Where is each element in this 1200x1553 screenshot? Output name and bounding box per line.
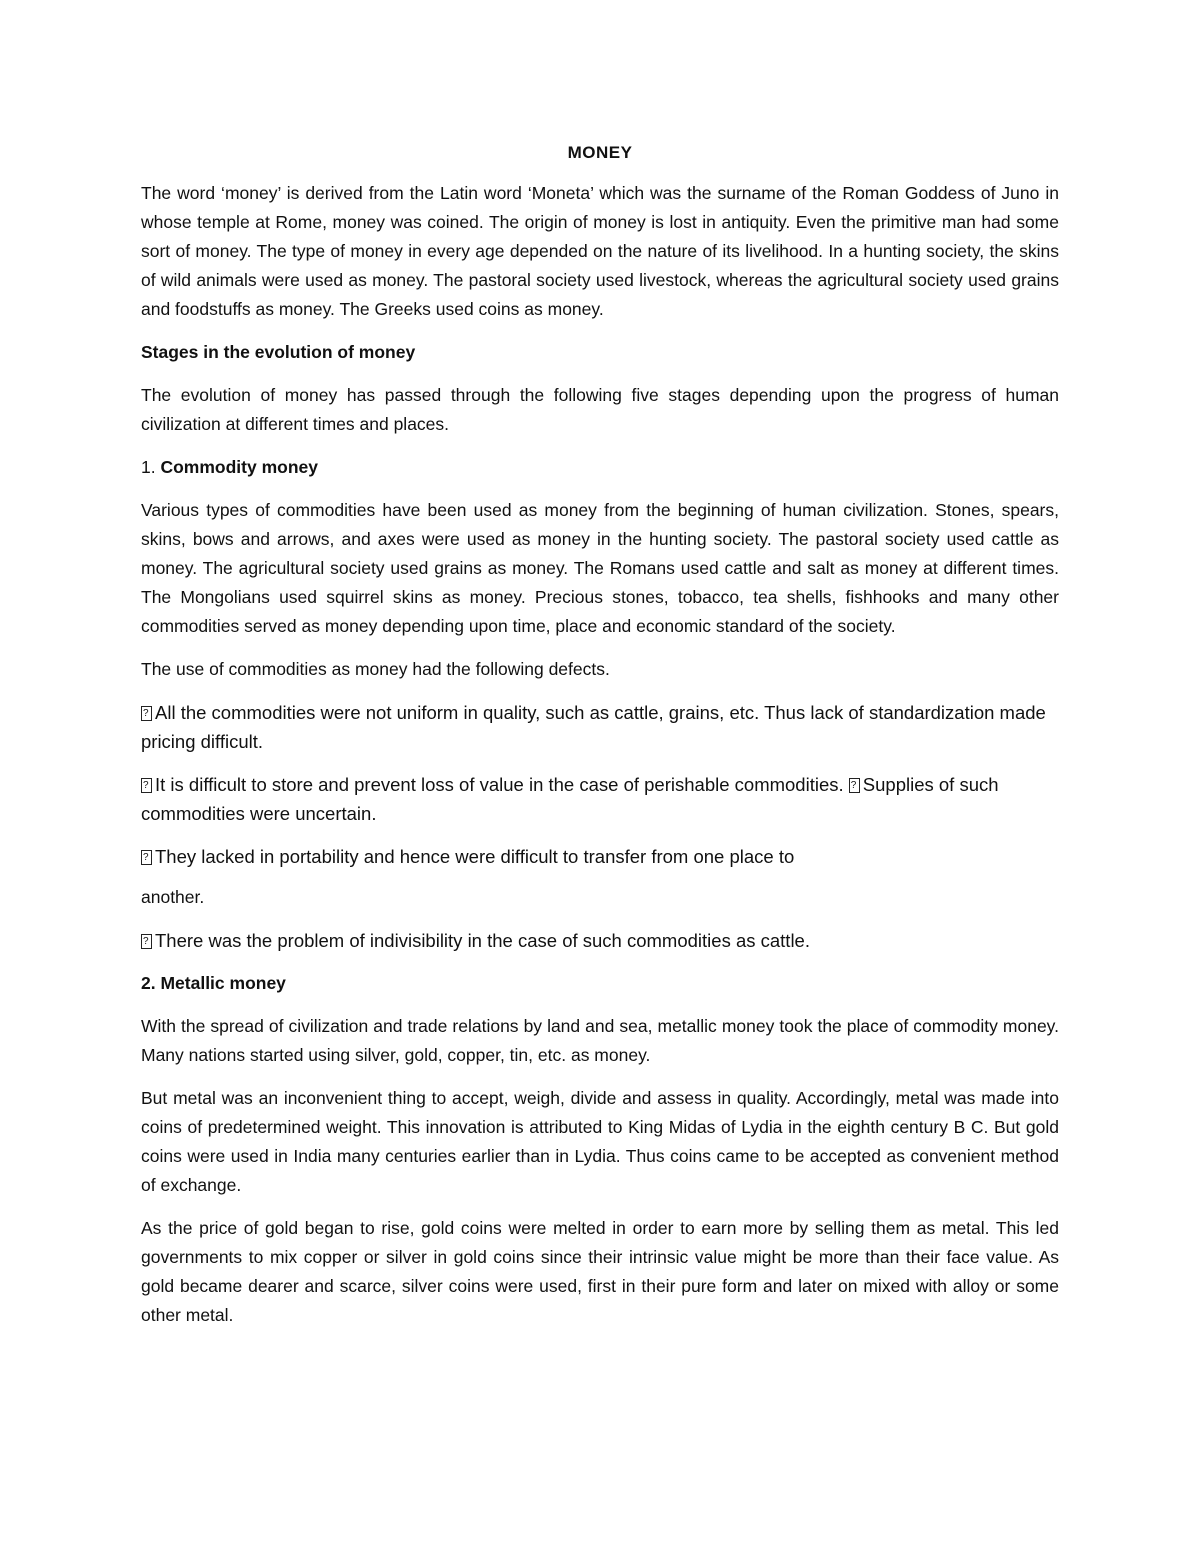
document-page xyxy=(141,138,1059,1344)
stages-heading: Stages in the evolution of money xyxy=(141,342,416,362)
document-title: MONEY xyxy=(567,143,633,162)
missing-glyph-icon xyxy=(141,850,152,865)
metallic-money-paragraph-2: But metal was an inconvenient thing to accept, weigh, divide and assess in quality. Accordingly, metal was made into coins of predetermined weight. This innovation is attributed to King Midas of Lydia in the eighth century B C. But gold coins were used in India many centuries earlier than in Lydia. Thus coins came to be accepted as convenient method of exchange. xyxy=(141,1088,1059,1195)
defect-bullet-2b-text: Supplies of such commodities were uncertain. xyxy=(141,774,999,824)
defect-bullet-1 xyxy=(141,698,1059,756)
metallic-money-paragraph-1: With the spread of civilization and trade relations by land and sea, metallic money took the place of commodity money. Many nations started using silver, gold, copper, tin, etc. as money. xyxy=(141,1016,1059,1065)
section-2-heading: 2. Metallic money xyxy=(141,973,286,993)
defect-bullet-2 xyxy=(141,770,1059,828)
section-1-title: Commodity money xyxy=(160,457,319,477)
defect-bullet-3-continuation: another. xyxy=(141,887,205,907)
missing-glyph-icon xyxy=(141,934,152,949)
missing-glyph-icon xyxy=(849,778,860,793)
defect-bullet-3-text: They lacked in portability and hence were difficult to transfer from one place to xyxy=(155,846,795,867)
defect-bullet-1-text: All the commodities were not uniform in quality, such as cattle, grains, etc. Thus lack of standardization made pricing difficult. xyxy=(141,702,1046,752)
section-1-number: 1. xyxy=(141,457,156,477)
defect-bullet-3 xyxy=(141,842,1059,871)
missing-glyph-icon xyxy=(141,778,152,793)
defect-bullet-2a-text: It is difficult to store and prevent loss of value in the case of perishable commodities. xyxy=(155,774,844,795)
stages-intro-paragraph: The evolution of money has passed through the following five stages depending upon the progress of human civilization at different times and places. xyxy=(141,385,1059,434)
defects-intro-paragraph: The use of commodities as money had the following defects. xyxy=(141,659,610,679)
defect-bullet-4-text: There was the problem of indivisibility in the case of such commodities as cattle. xyxy=(155,930,810,951)
metallic-money-paragraph-3: As the price of gold began to rise, gold coins were melted in order to earn more by selling them as metal. This led governments to mix copper or silver in gold coins since their intrinsic value might be more than their face value. As gold became dearer and scarce, silver coins were used, first in their pure form and later on mixed with alloy or some other metal. xyxy=(141,1218,1059,1325)
missing-glyph-icon xyxy=(141,706,152,721)
commodity-money-paragraph: Various types of commodities have been used as money from the beginning of human civilization. Stones, spears, skins, bows and arrows, and axes were used as money in the hunting society. The pastoral society used cattle as money. The agricultural society used grains as money. The Romans used cattle and salt as money at different times. The Mongolians used squirrel skins as money. Precious stones, tobacco, tea shells, fishhooks and many other commodities served as money depending upon time, place and economic standard of the society. xyxy=(141,500,1059,636)
defect-bullet-4 xyxy=(141,926,1059,955)
section-1-heading xyxy=(141,453,1059,482)
intro-paragraph: The word ‘money’ is derived from the Latin word ‘Moneta’ which was the surname of the Roman Goddess of Juno in whose temple at Rome, money was coined. The origin of money is lost in antiquity. Even the primitive man had some sort of money. The type of money in every age depended on the nature of its livelihood. In a hunting society, the skins of wild animals were used as money. The pastoral society used livestock, whereas the agricultural society used grains and foodstuffs as money. The Greeks used coins as money. xyxy=(141,183,1059,319)
